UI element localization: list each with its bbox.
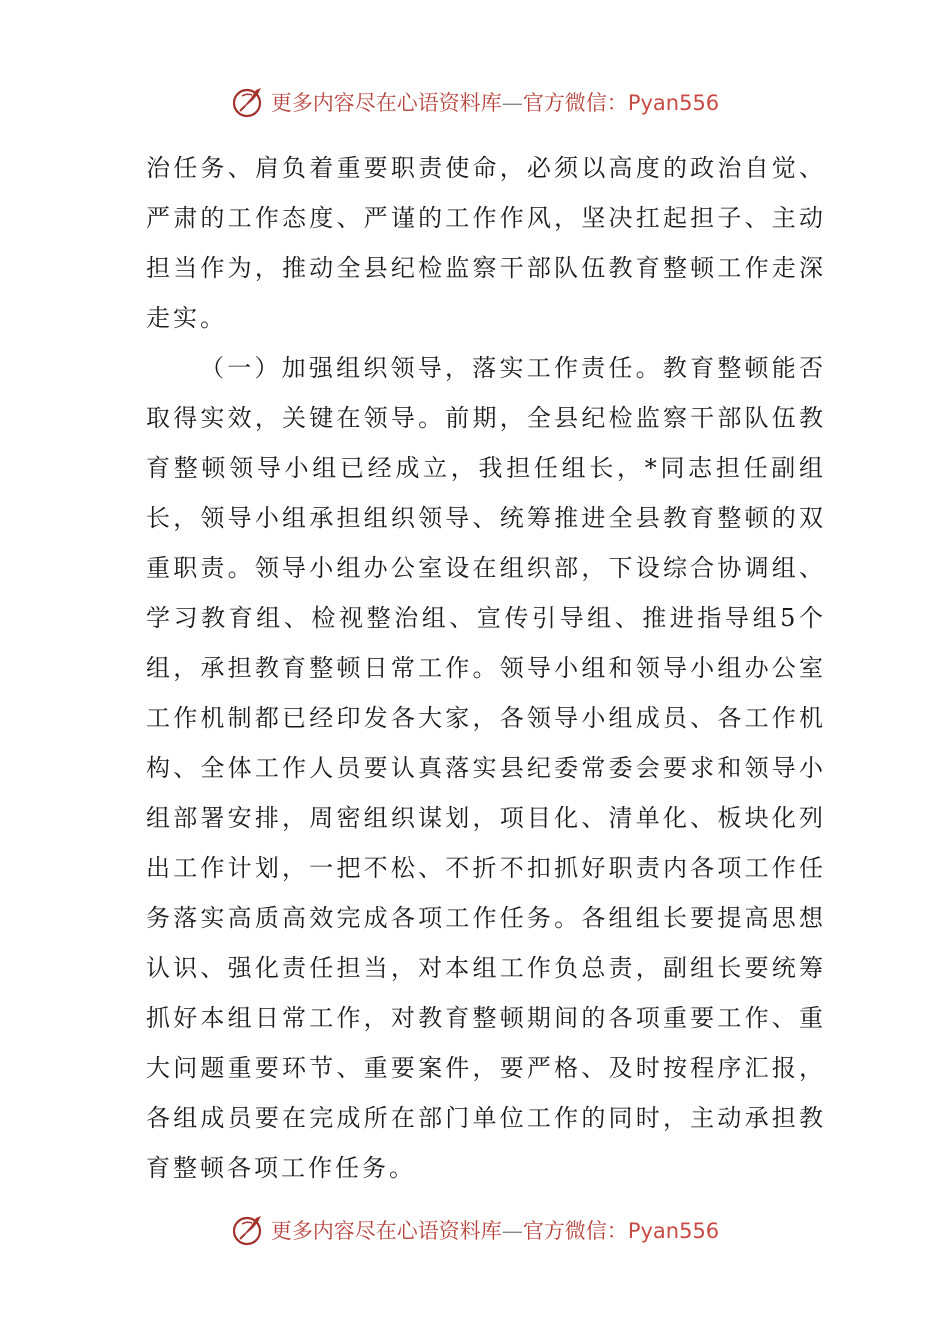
footer-banner [0,1208,950,1252]
brand-text: 更多内容尽在心语资料库 [270,1219,502,1243]
wechat-id: Pyan556 [627,1219,720,1243]
banner-text [271,1215,719,1245]
banner-text [271,87,719,117]
paragraph-continued: 治任务、肩负着重要职责使命，必须以高度的政治自觉、严肃的工作态度、严谨的工作作风，坚决扛起担子、主动担当作为，推动全县纪检监察干部队伍教育整顿工作走深走实。 [146,154,826,332]
quill-logo-icon [231,84,267,120]
wechat-label: 官方微信： [522,91,628,115]
header-banner [0,80,950,124]
banner-separator: — [501,91,523,115]
brand-text: 更多内容尽在心语资料库 [270,91,502,115]
document-body [146,143,826,1193]
wechat-label: 官方微信： [522,1219,628,1243]
quill-logo-icon [231,1212,267,1248]
banner-separator: — [501,1219,523,1243]
wechat-id: Pyan556 [627,91,720,115]
paragraph-section-one: （一）加强组织领导，落实工作责任。教育整顿能否取得实效，关键在领导。前期，全县纪检监察干部队伍教育整顿领导小组已经成立，我担任组长，*同志担任副组长，领导小组承担组织领导、统筹推进全县教育整顿的双重职责。领导小组办公室设在组织部，下设综合协调组、学习教育组、检视整治组、宣传引导组、推进指导组5个组，承担教育整顿日常工作。领导小组和领导小组办公室工作机制都已经印发各大家，各领导小组成员、各工作机构、全体工作人员要认真落实县纪委常委会要求和领导小组部署安排，周密组织谋划，项目化、清单化、板块化列出工作计划，一把不松、不折不扣抓好职责内各项工作任务落实高质高效完成各项工作任务。各组组长要提高思想认识、强化责任担当，对本组工作负总责，副组长要统筹抓好本组日常工作，对教育整顿期间的各项重要工作、重大问题重要环节、重要案件，要严格、及时按程序汇报，各组成员要在完成所在部门单位工作的同时，主动承担教育整顿各项工作任务。 [146,354,826,1182]
